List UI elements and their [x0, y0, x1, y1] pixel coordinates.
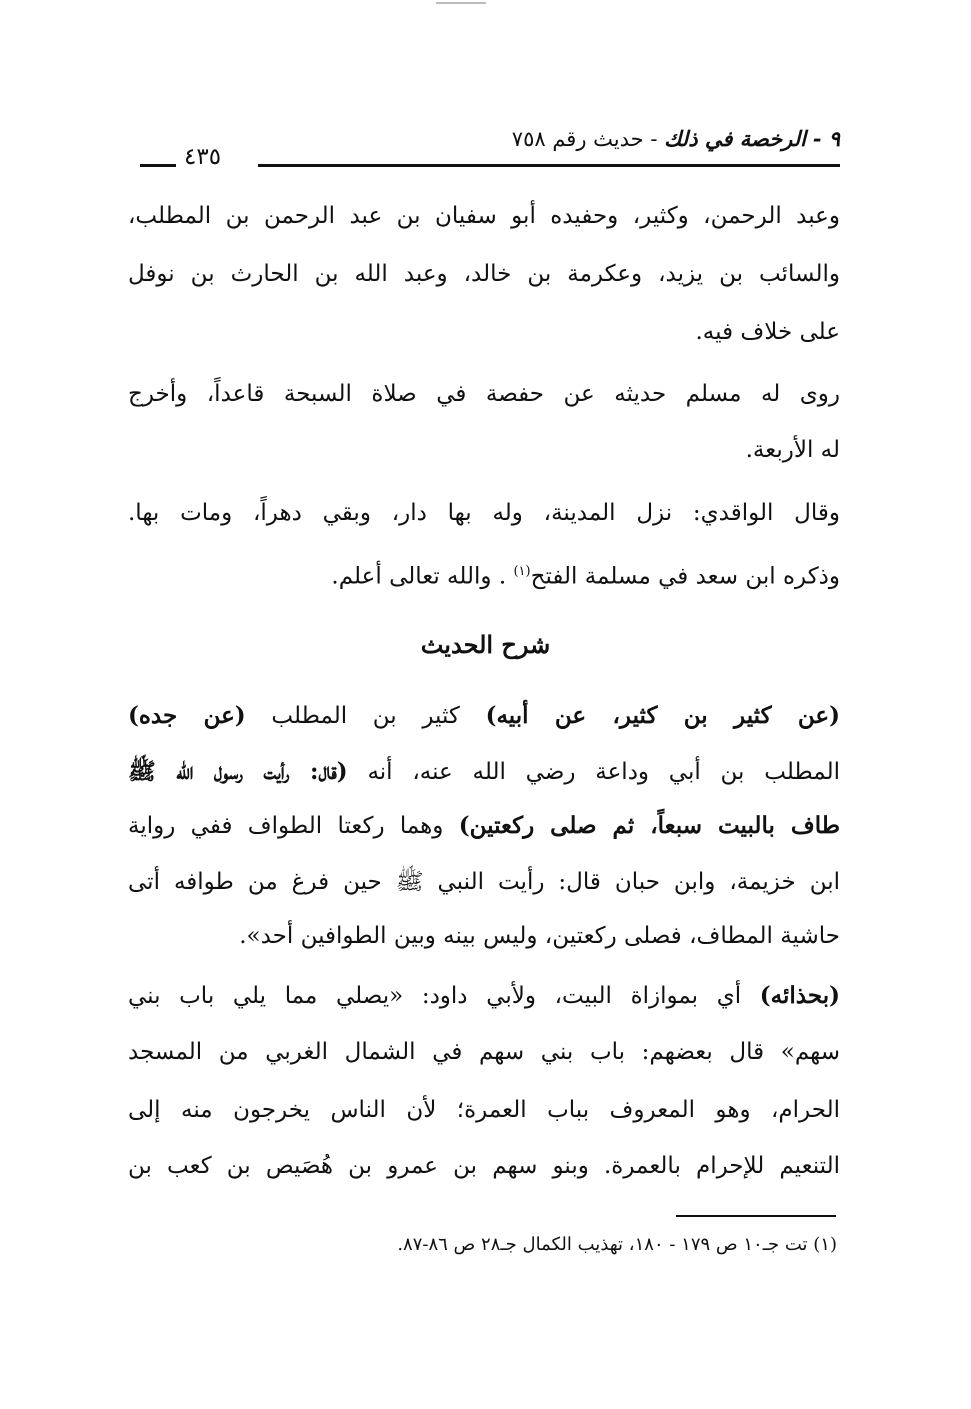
body-text: . والله تعالى أعلم. — [331, 563, 507, 590]
body-text: وهما ركعتا الطواف ففي رواية — [128, 813, 444, 839]
body-line — [128, 980, 840, 1012]
quoted-matn: (عن جده) — [128, 702, 246, 729]
body-line — [128, 756, 840, 788]
body-text: المطلب بن أبي وداعة رضي الله عنه، أنه — [367, 759, 840, 785]
hadith-reference: حديث رقم ٧٥٨ — [511, 127, 644, 151]
section-title: شرح الحديث — [420, 630, 551, 659]
body-text: كثير بن المطلب — [271, 703, 460, 729]
footnote-rule — [676, 1215, 836, 1217]
body-text: وذكره ابن سعد في مسلمة الفتح — [530, 563, 840, 590]
body-line: ابن خزيمة، وابن حبان قال: رأيت النبي ﷺ حين فرغ من طوافه أتى — [128, 869, 840, 895]
body-line: وعبد الرحمن، وكثير، وحفيده أبو سفيان بن عبد الرحمن بن المطلب، — [128, 203, 840, 229]
body-line: والسائب بن يزيد، وعكرمة بن خالد، وعبد الله بن الحارث بن نوفل — [128, 261, 840, 287]
body-line: سهم» قال بعضهم: باب بني سهم في الشمال الغربي من المسجد — [128, 1039, 840, 1065]
body-line — [128, 810, 840, 842]
page-number: ٤٣٥ — [184, 144, 222, 170]
running-header — [140, 126, 840, 176]
body-line: وقال الواقدي: نزل المدينة، وله بها دار، وبقي دهراً، ومات بها. — [128, 500, 840, 526]
body-line: روى له مسلم حديثه عن حفصة في صلاة السبحة قاعداً، وأخرج — [128, 381, 840, 407]
body-text: أي بموازاة البيت، ولأبي داود: «يصلي مما يلي باب بني — [128, 983, 742, 1009]
page-number-rule — [140, 164, 176, 167]
footnote: (١) تت جـ١٠ ص ١٧٩ - ١٨٠، تهذيب الكمال جـ٢٨ ص ٨٦-٨٧. — [397, 1234, 837, 1255]
body-line: الحرام، وهو المعروف بباب العمرة؛ لأن الناس يخرجون منه إلى — [128, 1097, 840, 1123]
header-title — [512, 126, 840, 151]
footnote-marker: (١) — [513, 564, 531, 579]
chapter-title: الرخصة في ذلك — [664, 126, 806, 151]
top-edge-mark — [436, 2, 486, 4]
header-rule — [258, 164, 840, 167]
body-line — [128, 556, 840, 593]
body-line: التنعيم للإحرام بالعمرة. وبنو سهم بن عمرو بن هُصَيص بن كعب بن — [128, 1153, 840, 1179]
body-line: له الأربعة. — [745, 437, 840, 463]
header-separator: - — [650, 127, 658, 151]
body-line: على خلاف فيه. — [695, 319, 840, 345]
quoted-matn: طاف بالبيت سبعاً، ثم صلى ركعتين) — [458, 812, 841, 839]
quoted-matn: (بحذائه) — [759, 982, 840, 1009]
body-line: حاشية المطاف، فصلى ركعتين، وليس بينه وبين الطوافين أحد». — [239, 923, 840, 949]
body-line — [128, 700, 840, 732]
quoted-matn: (قال: رأيت رسول الله ﷺ — [128, 758, 348, 785]
chapter-number: ٩ - — [812, 126, 840, 151]
quoted-matn: (عن كثير بن كثير، عن أبيه) — [485, 702, 841, 729]
